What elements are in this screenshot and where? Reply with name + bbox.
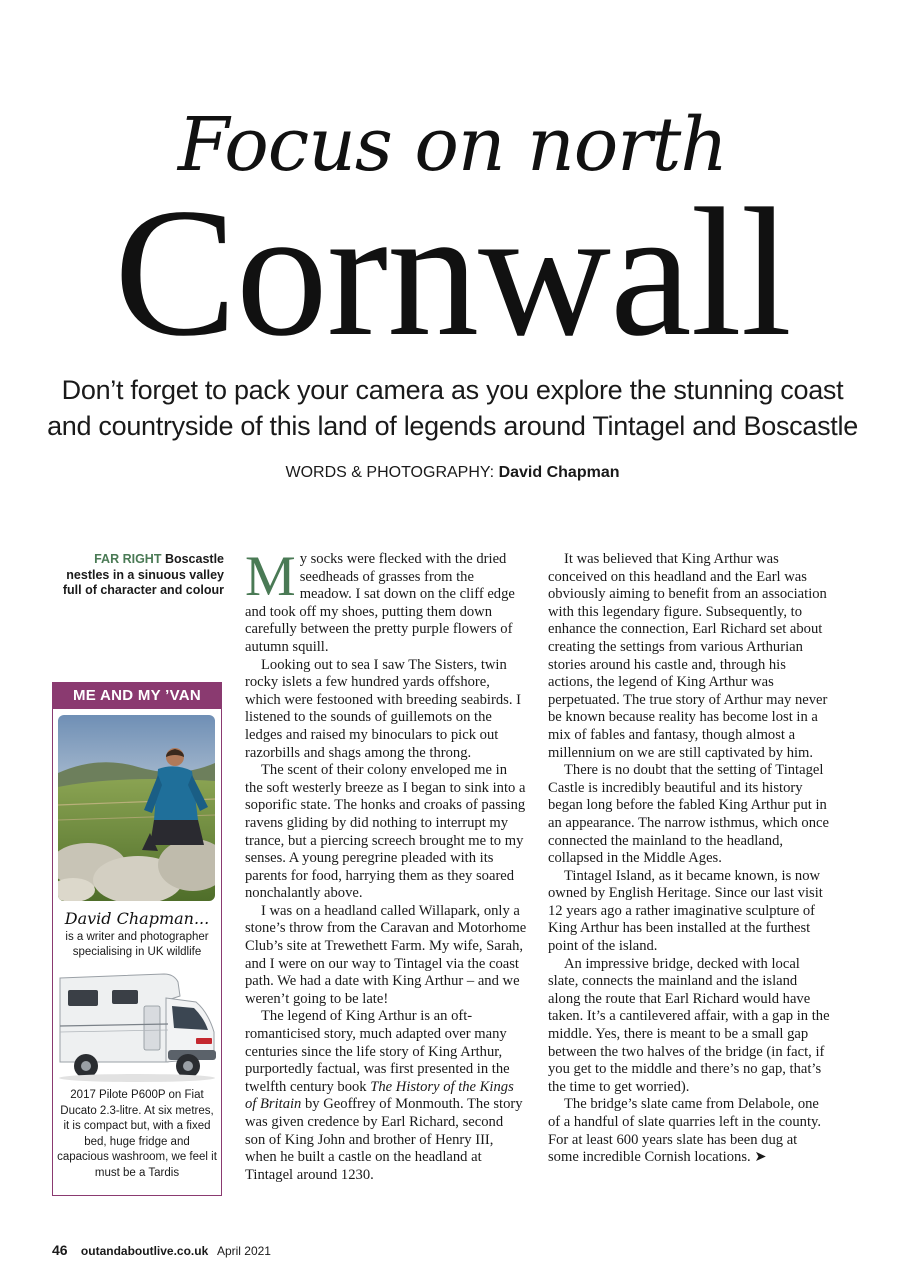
standfirst-line: and countryside of this land of legends around Tintagel and Boscastle — [47, 411, 858, 441]
caption-text: Boscastle nestles in a sinuous valley full of character and colour — [62, 552, 224, 597]
article-column-2 — [548, 551, 830, 1167]
article-paragraph — [245, 1008, 527, 1184]
article-paragraph: Looking out to sea I saw The Sisters, twin rocky islets a few hundred yards offshore, which were festooned with breeding seabirds. I listened to the sounds of guillemots on the ledges and raised my binoculars to pick out razorbills and shags among the throng. — [245, 656, 521, 761]
page-number: 46 — [52, 1242, 68, 1258]
article-paragraph: An impressive bridge, decked with local slate, connects the mainland and the island along the route that Earl Richard would have taken. It’s a cantilevered affair, with a gap in the middle. Yes, there is meant to be a small gap between the two halves of the bridge (in fact, if you get to the middle and there’s no gap, that’s the time to get worried). — [548, 955, 830, 1095]
motorhome-image — [56, 966, 218, 1086]
author-photo-image — [58, 715, 215, 901]
byline-label: WORDS & PHOTOGRAPHY: — [285, 464, 495, 481]
book-title: The History of the Kings of Britain — [245, 1078, 514, 1113]
photo-caption — [52, 552, 224, 599]
drop-cap: M — [245, 545, 296, 608]
continue-arrow-icon: ➤ — [754, 1149, 767, 1166]
article-paragraph: The scent of their colony enveloped me in the soft westerly breeze as I began to sink into a soporific state. The honks and croaks of passing ravens gliding by did nothing to interrupt my trance, but a piercing screech brought me to my senses. A young peregrine pleaded with its parents for food, harrying them as they soared nonchalantly above. — [245, 762, 526, 902]
van-box-heading: ME AND MY ’VAN — [53, 683, 221, 709]
footer-issue: April 2021 — [216, 1244, 271, 1258]
page-footer — [52, 1242, 271, 1258]
byline — [0, 464, 905, 482]
paragraph-text: The bridge’s slate came from Delabole, one of a handful of slate quarries left in the county. For at least 600 years slate has been dug at some incredible Cornish locations. — [548, 1096, 821, 1166]
motorhome-photo — [56, 966, 218, 1086]
article-paragraph: It was believed that King Arthur was conceived on this headland and the Earl was obviously aiming to benefit from an association with this legendary figure. Subsequently, to enhance the connection, Earl Richard set about creating the settings from various Arthurian stories around his castle and, through his actions, the legend of King Arthur was perpetuated. The true story of Arthur may never be known because reality has become lost in a mix of fables and fantasy, though almost a millennium on we are still captivated by him. — [548, 551, 828, 761]
caption-label: FAR RIGHT — [94, 552, 162, 566]
standfirst-line: Don’t forget to pack your camera as you explore the stunning coast — [61, 375, 844, 405]
standfirst — [40, 372, 865, 444]
van-box-caption: 2017 Pilote P600P on Fiat Ducato 2.3-litre. At six metres, it is compact but, with a fixed bed, huge fridge and capacious washroom, we feel it must be a Tardis — [57, 1089, 217, 1179]
paragraph-text: y socks were flecked with the dried seedheads of grasses from the meadow. I sat down on the cliff edge and took off my shoes, putting them down carefully between the pretty purple flowers of autumn squill. — [245, 551, 515, 655]
van-box-author-desc: is a writer and photographer specialising in UK wildlife — [65, 931, 209, 958]
me-and-my-van-box — [52, 682, 222, 1196]
article-paragraph — [245, 545, 527, 657]
paragraph-text: The legend of King Arthur is an oft-romanticised story, much adapted over many centuries since the life story of King Arthur, purportedly factual, was first presented in the twelfth century book — [245, 1008, 510, 1095]
paragraph-text: by Geoffrey of Monmouth. The story was given credence by Earl Richard, second son of King John and brother of Henry III, when he built a castle on the headland at Tintagel around 1230. — [245, 1096, 523, 1183]
headline-title: Cornwall — [114, 170, 791, 374]
headline-kicker: Focus on north — [177, 102, 728, 188]
article-paragraph: Tintagel Island, as it became known, is now owned by English Heritage. Since our last visit 12 years ago a rather imaginative sculpture of King Arthur has been installed at the furthest point of the island. — [548, 867, 823, 955]
author-photo — [58, 715, 215, 901]
article-paragraph — [548, 1096, 830, 1166]
article-paragraph: There is no doubt that the setting of Tintagel Castle is incredibly beautiful and its history began long before the fabled King Arthur put in an appearance. The narrow isthmus, which once connected the mainland to the headland, collapsed in the Middle Ages. — [548, 762, 829, 867]
article-paragraph: I was on a headland called Willapark, only a stone’s throw from the Caravan and Motorhome Club’s site at Trewethett Farm. My wife, Sarah, and I were on our way to Tintagel via the coast path. We had a date with King Arthur – and we weren’t going to be late! — [245, 902, 527, 1007]
footer-site: outandaboutlive.co.uk — [80, 1244, 209, 1258]
van-box-author-name: David Chapman... — [64, 909, 210, 928]
byline-author: David Chapman — [498, 464, 620, 481]
article-column-1 — [245, 545, 527, 1184]
